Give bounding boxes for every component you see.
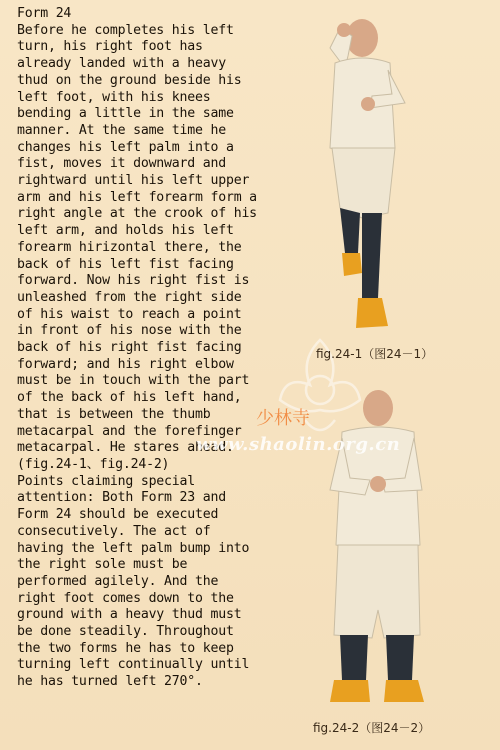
fists-shape bbox=[370, 476, 386, 492]
lifted-leg-wrap bbox=[340, 208, 360, 253]
watermark-site: www.shaolin.org.cn bbox=[196, 434, 401, 455]
trousers-shape bbox=[332, 148, 395, 218]
standing-shoe bbox=[356, 298, 388, 328]
right-shoe bbox=[384, 680, 424, 702]
standing-leg-wrap bbox=[362, 213, 382, 298]
left-leg-wrap bbox=[340, 635, 368, 680]
left-shoe bbox=[330, 680, 370, 702]
special-attention-note: Points claiming special attention: Both Form 23 and Form 24 should be executed consecutively. The act of having the left palm bump into the right sole must be performed agilely. And the right foot comes down to the ground with a heavy thud must be done steadily. Throughout the two forms he has to keep turning left continually until he has turned left 270°. bbox=[17, 473, 250, 690]
watermark-brand: 少林寺 bbox=[256, 408, 310, 429]
caption-fig-24-2: fig.24-2（图24－2） bbox=[313, 721, 431, 735]
trousers-shape bbox=[334, 545, 420, 638]
caption-fig-24-1: fig.24-1（图24－1） bbox=[316, 347, 434, 361]
raised-fist-shape bbox=[337, 23, 351, 37]
form-heading: Form 24 bbox=[17, 6, 72, 21]
form-description: Before he completes his left turn, his right foot has already landed with a heavy thud on the ground beside his left foot, with his knees bending a little in the same manner. At the same time he changes his left palm into a fist, moves it downward and rightward until his left upper arm and his left forearm form a right angle at the crook of his left arm, and holds his left forearm hirizontal there, the back of his left fist facing forward. Now his right fist is unleashed from the right side of his waist to reach a point in front of his nose with the back of his right fist facing forward; and his right elbow must be in touch with the part of the back of his left hand, that is between the thumb metacarpal and the forefinger metacarpal. He stares ahead.(fig.24-1、fig.24-2) bbox=[17, 22, 257, 472]
lifted-shoe bbox=[342, 253, 362, 276]
right-leg-wrap bbox=[386, 635, 414, 680]
figure-24-1 bbox=[300, 8, 430, 338]
left-fist-shape bbox=[361, 97, 375, 111]
body-text bbox=[17, 6, 262, 691]
